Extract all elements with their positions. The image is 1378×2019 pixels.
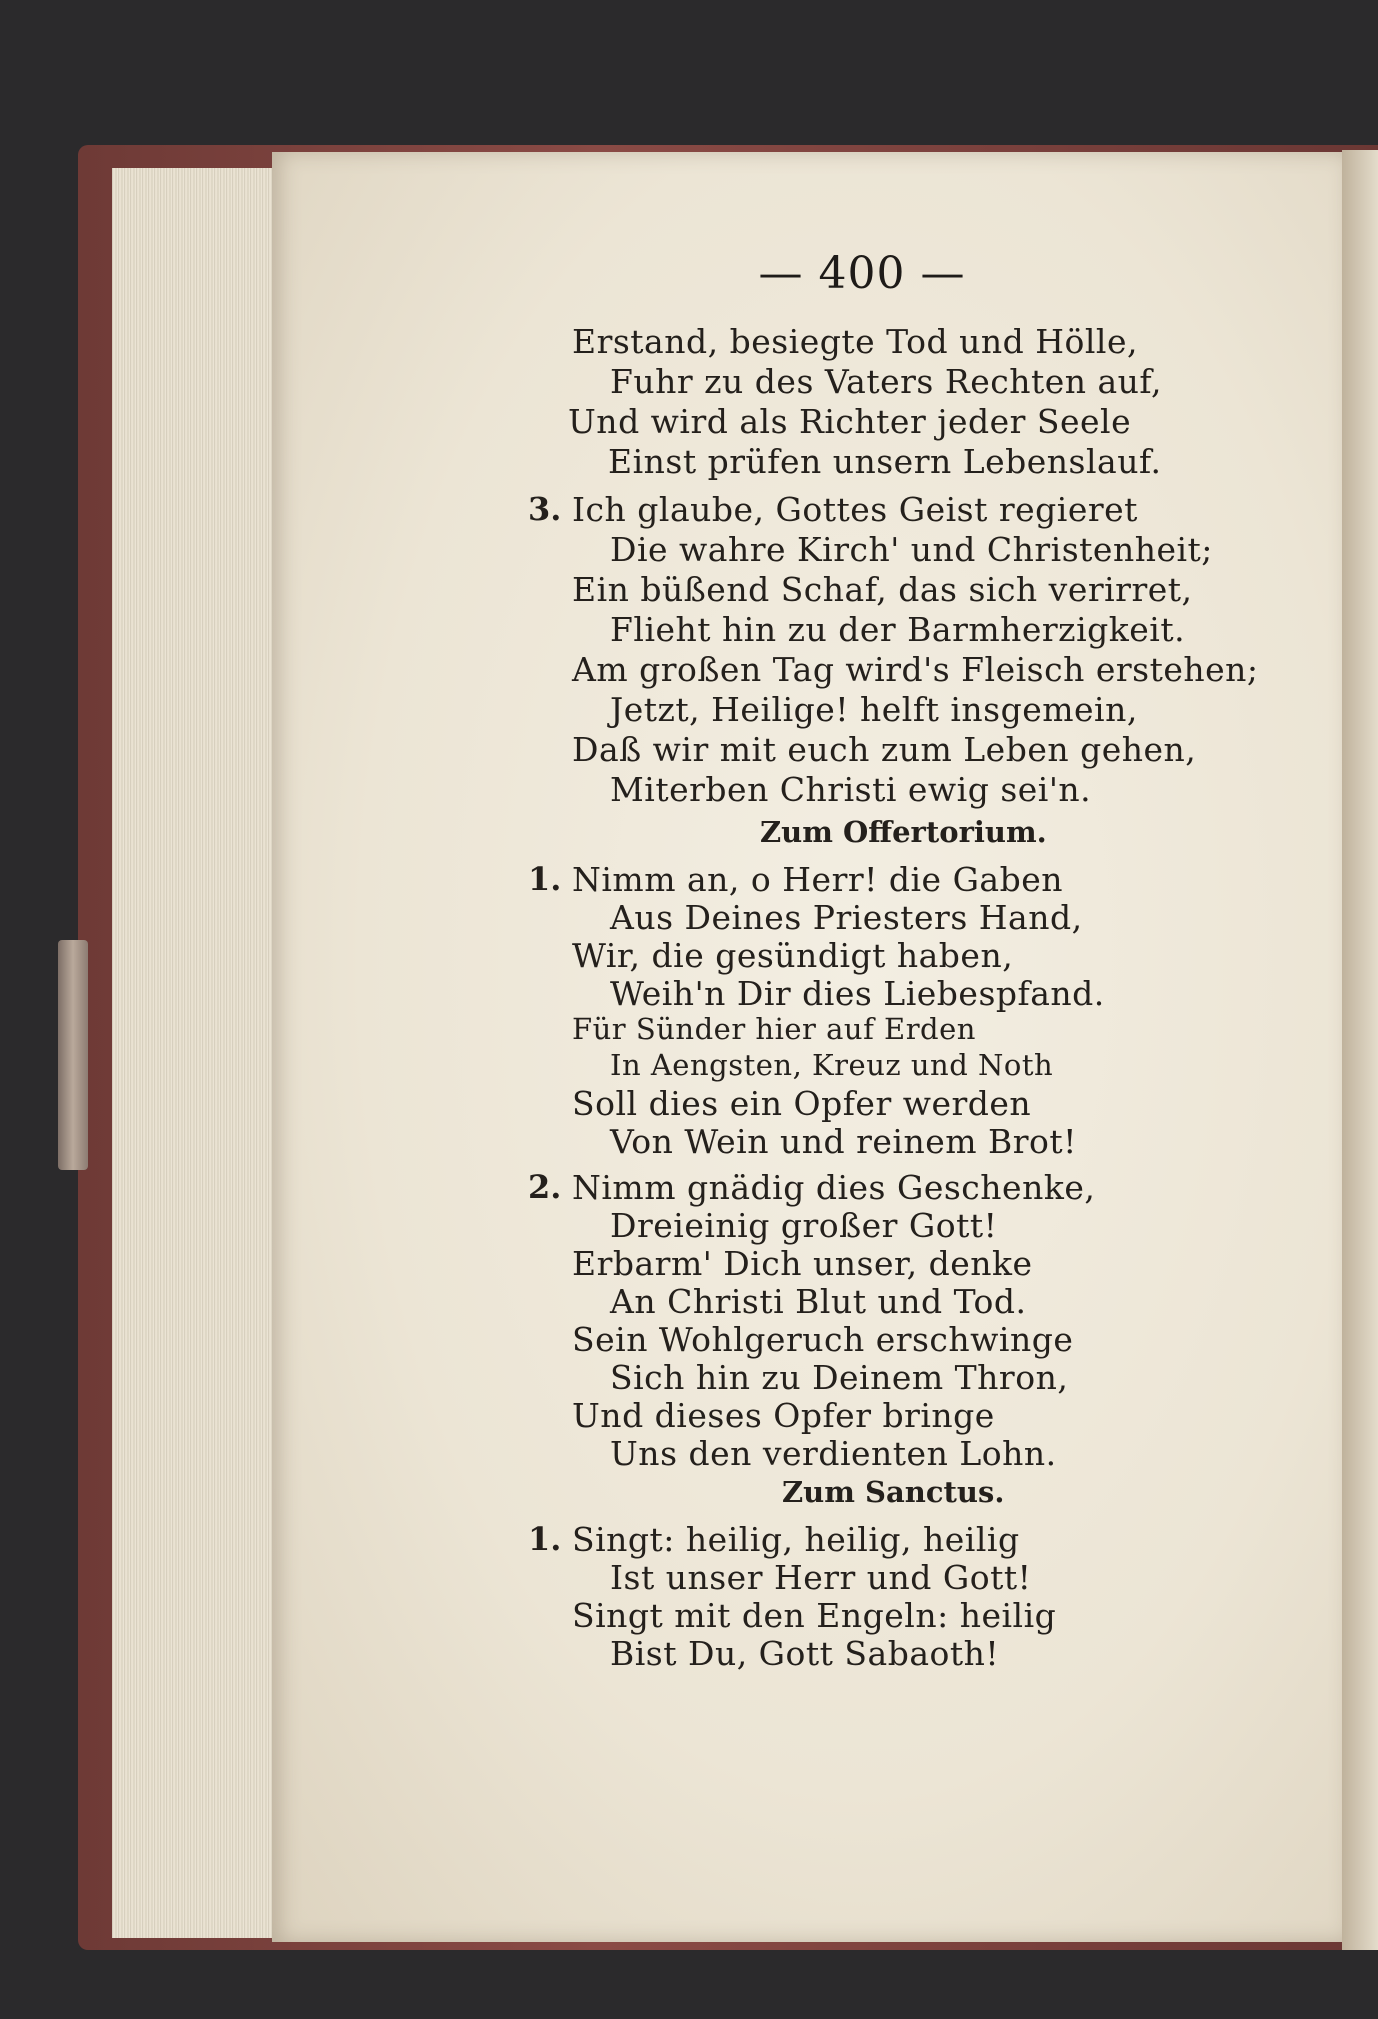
verse-line: In Aengsten, Kreuz und Noth [610, 1048, 1054, 1082]
verse-line: Ich glaube, Gottes Geist regieret [572, 490, 1138, 529]
verse-line: Flieht hin zu der Barmherzigkeit. [610, 610, 1186, 649]
verse-line: Die wahre Kirch' und Christenheit; [610, 530, 1213, 569]
verse-line: Und wird als Richter jeder Seele [568, 402, 1132, 441]
verse-line: Nimm gnädig dies Geschenke, [572, 1168, 1096, 1207]
verse-line: Wir, die gesündigt haben, [572, 936, 1014, 975]
verse-line: Ist unser Herr und Gott! [610, 1558, 1032, 1597]
verse-line: Uns den verdienten Lohn. [610, 1434, 1057, 1473]
page-number: — 400 — [758, 248, 966, 299]
verse-line: Bist Du, Gott Sabaoth! [610, 1634, 1000, 1673]
verse-line: Aus Deines Priesters Hand, [610, 898, 1083, 937]
verse-line: Soll dies ein Opfer werden [572, 1084, 1032, 1123]
verse-line: An Christi Blut und Tod. [610, 1282, 1027, 1321]
verse-line: Sich hin zu Deinem Thron, [610, 1358, 1069, 1397]
verse-line: Daß wir mit euch zum Leben gehen, [572, 730, 1197, 769]
verse-line: Von Wein und reinem Brot! [610, 1122, 1077, 1161]
verse-line: Einst prüfen unsern Lebenslauf. [608, 442, 1162, 481]
verse-line: Für Sünder hier auf Erden [572, 1012, 976, 1046]
verse-line: Weih'n Dir dies Liebespfand. [610, 974, 1105, 1013]
verse-line: Nimm an, o Herr! die Gaben [572, 860, 1064, 899]
verse-number: 1. [528, 1520, 562, 1558]
verse-line: Am großen Tag wird's Fleisch erstehen; [572, 650, 1259, 689]
verse-line: Jetzt, Heilige! helft insgemein, [610, 690, 1138, 729]
section-heading-offertorium: Zum Offertorium. [760, 815, 1047, 849]
stanza-number: 3. [528, 490, 562, 528]
verse-line: Dreieinig großer Gott! [610, 1206, 998, 1245]
verse-line: Fuhr zu des Vaters Rechten auf, [610, 362, 1162, 401]
verse-number: 2. [528, 1168, 562, 1206]
verse-line: Singt mit den Engeln: heilig [572, 1596, 1057, 1635]
verse-line: Erstand, besiegte Tod und Hölle, [572, 322, 1138, 361]
facing-page-edge [1342, 150, 1378, 1950]
verse-line: Erbarm' Dich unser, denke [572, 1244, 1033, 1283]
page-edges [112, 168, 272, 1938]
verse-line: Und dieses Opfer bringe [572, 1396, 995, 1435]
verse-line: Miterben Christi ewig sei'n. [610, 770, 1092, 809]
section-heading-sanctus: Zum Sanctus. [782, 1475, 1005, 1509]
verse-line: Singt: heilig, heilig, heilig [572, 1520, 1020, 1559]
verse-line: Sein Wohlgeruch erschwinge [572, 1320, 1074, 1359]
book-strap [58, 940, 88, 1170]
verse-number: 1. [528, 860, 562, 898]
verse-line: Ein büßend Schaf, das sich verirret, [572, 570, 1193, 609]
